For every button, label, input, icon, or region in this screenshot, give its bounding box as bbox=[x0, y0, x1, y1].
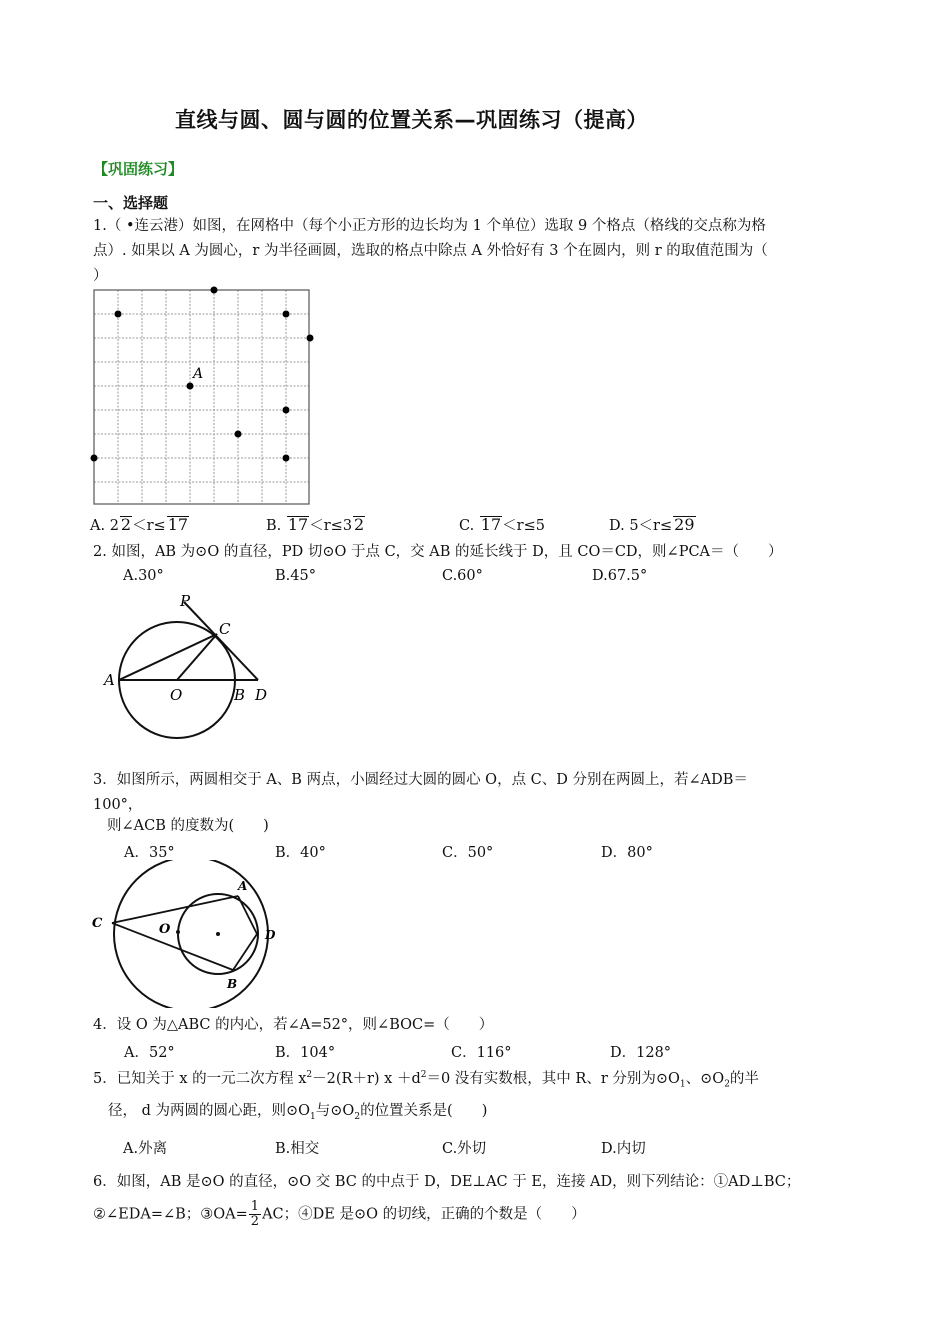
label-o: O bbox=[170, 686, 183, 704]
q3-text-line2: 100°， bbox=[93, 797, 143, 813]
label-c: C bbox=[92, 916, 103, 931]
q3-figure bbox=[88, 860, 288, 1008]
page-title: 直线与圆、圆与圆的位置关系—巩固练习（提高） bbox=[175, 108, 648, 132]
section-heading: 【巩固练习】 bbox=[93, 160, 184, 178]
q1-option-b[interactable]: B. 17＜r≤3 2 bbox=[266, 515, 365, 534]
q6-text-line1: 6．如图，AB 是⊙O 的直径，⊙O 交 BC 的中点于 D，DE⊥AC 于 E，连接 AD，则下列结论：①AD⊥BC； bbox=[93, 1174, 801, 1190]
label-c: C bbox=[219, 620, 231, 638]
label-a: A bbox=[193, 366, 204, 382]
q3-option-c[interactable]: C．50° bbox=[442, 845, 494, 861]
grid-point bbox=[307, 335, 314, 342]
q5-option-b[interactable]: B.相交 bbox=[275, 1141, 320, 1157]
label-a: A bbox=[238, 879, 248, 893]
q3-text-line1: 3．如图所示，两圆相交于 A、B 两点，小圆经过大圆的圆心 O，点 C、D 分别在两圆上，若∠ADB＝ bbox=[93, 772, 748, 788]
q1-grid-figure bbox=[88, 285, 320, 510]
q3-text-line3: 则∠ACB 的度数为( ) bbox=[107, 818, 269, 834]
q5-option-c[interactable]: C.外切 bbox=[442, 1141, 487, 1157]
q2-figure bbox=[100, 590, 290, 750]
q2-option-c[interactable]: C.60° bbox=[442, 568, 483, 584]
q3-option-b[interactable]: B．40° bbox=[275, 845, 326, 861]
q2-option-b[interactable]: B.45° bbox=[275, 568, 316, 584]
label-b: B bbox=[234, 686, 246, 704]
q5-text-line1: 5．已知关于 x 的一元二次方程 $x^2-2(R+r)$ $x +d^2=0$ 没有实数根，其中 R、r 分别为$⊙O_1$、$⊙O_2$的半 bbox=[93, 1070, 759, 1090]
center-small bbox=[216, 932, 220, 936]
q5-text-line2: 径， d 为两圆的圆心距，则$⊙O_1$与$⊙O_2$的位置关系是( ) bbox=[108, 1103, 488, 1122]
q4-option-b[interactable]: B．104° bbox=[275, 1045, 336, 1061]
q1-option-a[interactable]: A. 2 2＜r≤ 17 bbox=[90, 515, 189, 534]
label-p: P bbox=[180, 592, 191, 610]
grid-point bbox=[91, 455, 98, 462]
grid-lines bbox=[94, 290, 309, 504]
grid-point bbox=[283, 311, 290, 318]
q5-option-d[interactable]: D.内切 bbox=[601, 1141, 646, 1157]
q2-text: 2. 如图，AB 为⊙O 的直径，PD 切⊙O 于点 C，交 AB 的延长线于 D，且 CO＝CD，则∠PCA＝（ ） bbox=[93, 544, 783, 560]
q6-text-line2: ②∠EDA=∠B；③OA= $\frac{1}{2}$ AC；④DE 是⊙O 的切线，正确的个数是（ ） bbox=[93, 1199, 586, 1229]
q1-text-line1: 1.（ •连云港）如图，在网格中（每个小正方形的边长均为 1 个单位）选取 9 个格点（格线的交点称为格 bbox=[93, 218, 766, 234]
label-d: D bbox=[265, 928, 276, 942]
label-o: O bbox=[159, 922, 171, 937]
q1-text-line2: 点）. 如果以 A 为圆心，r 为半径画圆，选取的格点中除点 A 外恰好有 3 个在圆内，则 r 的取值范围为（ bbox=[93, 243, 768, 259]
q4-text: 4．设 O 为△ABC 的内心，若∠A=52°，则∠BOC=（ ） bbox=[93, 1017, 494, 1033]
label-d: D bbox=[255, 686, 268, 704]
grid-point bbox=[283, 407, 290, 414]
center-o bbox=[176, 930, 180, 934]
grid-point bbox=[283, 455, 290, 462]
q4-option-c[interactable]: C．116° bbox=[451, 1045, 512, 1061]
fraction-one-half: $\frac{1}{2}$ bbox=[250, 1199, 260, 1229]
grid-point bbox=[235, 431, 242, 438]
q4-option-d[interactable]: D．128° bbox=[610, 1045, 672, 1061]
part-heading: 一、选择题 bbox=[93, 194, 169, 212]
q4-option-a[interactable]: A．52° bbox=[124, 1045, 175, 1061]
q1-text-line3: ） bbox=[93, 268, 108, 284]
q3-option-a[interactable]: A．35° bbox=[124, 845, 175, 861]
grid-point bbox=[115, 311, 122, 318]
label-a: A bbox=[104, 671, 115, 689]
q5-option-a[interactable]: A.外离 bbox=[123, 1141, 168, 1157]
label-b: B bbox=[227, 977, 238, 991]
q2-option-a[interactable]: A.30° bbox=[123, 568, 164, 584]
grid-point-a bbox=[187, 383, 194, 390]
q1-option-c[interactable]: C. 17＜r≤5 bbox=[459, 515, 545, 534]
q3-option-d[interactable]: D．80° bbox=[601, 845, 653, 861]
grid-point bbox=[211, 287, 218, 294]
q1-option-d[interactable]: D. 5＜r≤ 29 bbox=[609, 515, 695, 534]
q2-option-d[interactable]: D.67.5° bbox=[592, 568, 648, 584]
